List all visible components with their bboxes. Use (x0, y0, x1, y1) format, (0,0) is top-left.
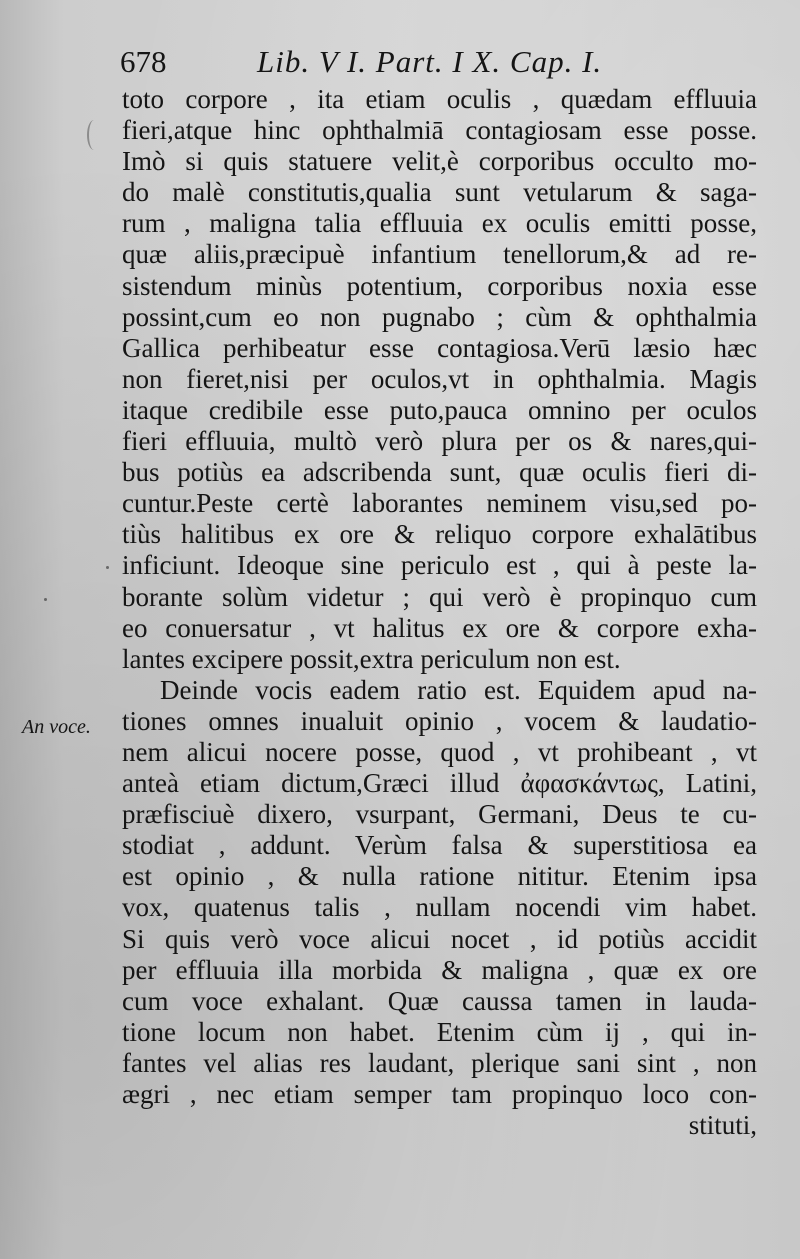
text-line: rum , maligna talia effluuia ex oculis emitti posse, (122, 208, 757, 239)
text-line: fantes vel alias res laudant, plerique sani sint , non (122, 1047, 757, 1078)
text-line: itaque credibile esse puto,pauca omnino per oculos (122, 394, 757, 425)
text-line: vox, quatenus talis , nullam nocendi vim habet. (122, 892, 757, 923)
text-line: anteà etiam dictum,Græci illud ἀφασκάντως, Latini, (122, 768, 757, 799)
body-text (122, 84, 757, 1141)
text-line: possint,cum eo non pugnabo ; cùm & ophthalmia (122, 301, 757, 332)
binding-mark (87, 120, 101, 150)
text-line: fieri,atque hinc ophthalmiā contagiosam esse posse. (122, 115, 757, 146)
text-line: inficiunt. Ideoque sine periculo est , qui à peste la- (122, 550, 757, 581)
text-line: præfisciuè dixero, vsurpant, Germani, Deus te cu- (122, 799, 757, 830)
text-line: est opinio , & nulla ratione nititur. Etenim ipsa (122, 861, 757, 892)
text-line: lantes excipere possit,extra periculum non est. (122, 643, 621, 674)
page-header (120, 44, 640, 84)
text-line: Si quis verò voce alicui nocet , id potiùs accidit (122, 923, 757, 954)
text-line: Imò si quis statuere velit,è corporibus occulto mo- (122, 146, 757, 177)
text-line: stodiat , addunt. Verùm falsa & superstitiosa ea (122, 830, 757, 861)
ink-speck (44, 598, 47, 601)
text-line: Gallica perhibeatur esse contagiosa.Verū læsio hæc (122, 332, 757, 363)
text-line: fieri effluuia, multò verò plura per os & nares,qui- (122, 426, 757, 457)
text-line: toto corpore , ita etiam oculis , quædam effluuia (122, 84, 757, 114)
margin-note: An voce. (22, 716, 91, 738)
text-line: tione locum non habet. Etenim cùm ij , qui in- (122, 1016, 757, 1047)
ink-speck (106, 566, 109, 569)
page-number: 678 (120, 44, 167, 79)
text-line: borante solùm videtur ; qui verò è propinquo cum (122, 581, 757, 612)
text-line: eo conuersatur , vt halitus ex ore & corpore exha- (122, 612, 757, 643)
text-line: per effluuia illa morbida & maligna , quæ ex ore (122, 954, 757, 985)
text-line: tiùs halitibus ex ore & reliquo corpore exhalātibus (122, 519, 757, 550)
paragraph-start-line: Deinde vocis eadem ratio est. Equidem apud na- (160, 674, 757, 705)
catchword-line: stituti, (688, 1110, 757, 1141)
text-line: cuntur.Peste certè laborantes neminem visu,sed po- (122, 488, 757, 519)
text-line: nem alicui nocere posse, quod , vt prohibeant , vt (122, 736, 757, 767)
text-line: bus potiùs ea adscribenda sunt, quæ oculis fieri di- (122, 457, 757, 488)
text-line: quæ aliis,præcipuè infantium tenellorum,& ad re- (122, 239, 757, 270)
text-line: tiones omnes inualuit opinio , vocem & laudatio- (122, 705, 757, 736)
text-line: cum voce exhalant. Quæ caussa tamen in lauda- (122, 985, 757, 1016)
text-line: ægri , nec etiam semper tam propinquo loco con- (122, 1079, 757, 1109)
text-line: sistendum minùs potentium, corporibus noxia esse (122, 270, 757, 301)
text-line: non fieret,nisi per oculos,vt in ophthalmia. Magis (122, 363, 757, 394)
text-line: do malè constitutis,qualia sunt vetularum & saga- (122, 177, 757, 208)
running-title: Lib. V I. Part. I X. Cap. I. (257, 44, 603, 79)
